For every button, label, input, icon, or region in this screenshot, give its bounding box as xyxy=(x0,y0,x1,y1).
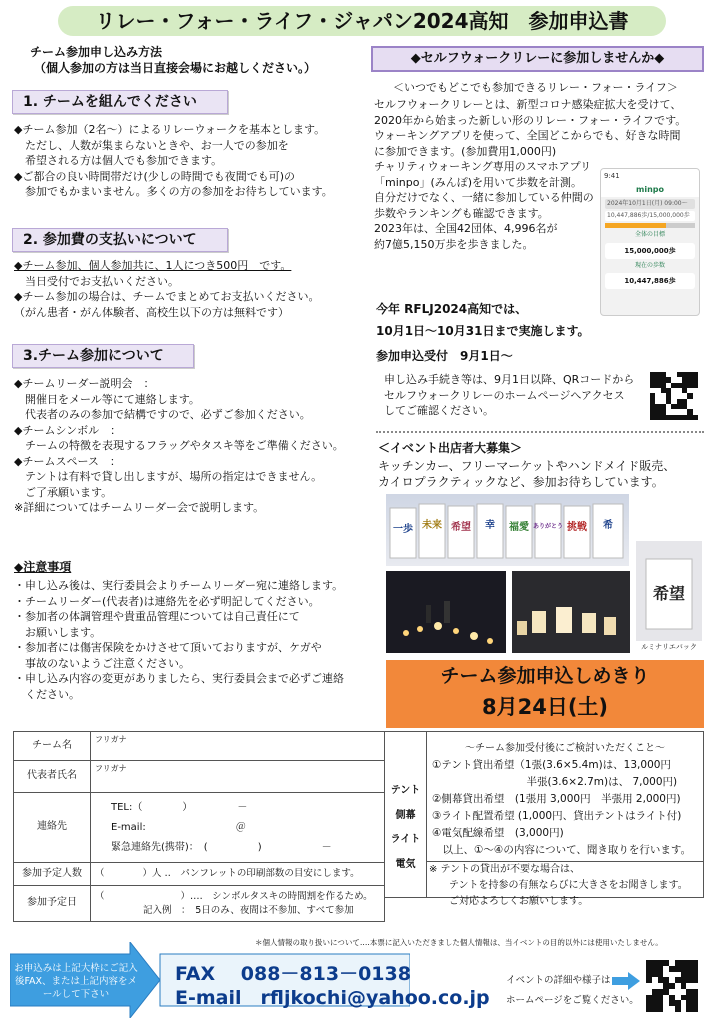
tent-col-label: 側幕 xyxy=(395,809,416,821)
event-line-2: カイロプラクティックなど、参加お待ちしています。 xyxy=(378,475,664,489)
self-walk-line: ウォーキングアプリを使って、全国どこからでも、好きな時間 xyxy=(374,129,681,142)
access-line: してご確認ください。 xyxy=(384,404,494,417)
option-line: ③ライト配置希望 (1,000円、貸出テントはライト付) xyxy=(432,810,682,822)
form-row-team-name xyxy=(14,732,385,761)
date-field[interactable] xyxy=(91,886,385,922)
notes-line: ・申し込み後は、実行委員会よりチームリーダー宛に連絡します。 xyxy=(14,579,344,592)
team-name-field[interactable] xyxy=(91,732,385,761)
tent-note xyxy=(427,861,703,910)
section-3-line: ◆チームシンボル ： xyxy=(14,423,122,437)
bag-word: 幸 xyxy=(485,520,495,531)
self-walk-line: に参加できます。(参加費用1,000円) xyxy=(374,144,557,158)
self-walk-line: 歩数やランキングも確認できます。 xyxy=(374,206,549,220)
send-instructions: お申込みは上記大枠にご記入後FAX、または上記内容をメールして下さい xyxy=(14,963,138,1000)
night-event-photo-1 xyxy=(386,571,506,653)
homepage-qr-code[interactable] xyxy=(646,960,698,1012)
notes-line: ください。 xyxy=(14,687,80,701)
luminaria-bags-drawing xyxy=(386,494,629,566)
self-walk-line: セルフウォークリレーとは、新型コロナ感染症拡大を受けて、 xyxy=(374,98,682,111)
self-walk-line: 2020年から始まった新しい形のリレー・フォー・ライフです。 xyxy=(374,113,687,127)
tent-col-label: テント xyxy=(390,785,421,796)
app-current-card: 10,447,886歩 xyxy=(605,273,695,289)
bag-word: 福愛 xyxy=(509,522,529,533)
form-row-contact xyxy=(14,793,385,863)
section-3-line: チームの特徴を表現するフラッグやタスキ等をご準備ください。 xyxy=(14,439,344,452)
section-2-heading: 2. 参加費の支払いについて xyxy=(12,228,228,252)
section-3-line: ※詳細についてはチームリーダー会で説明します。 xyxy=(14,501,265,514)
qr-module xyxy=(693,415,698,420)
form-row-date xyxy=(14,886,385,922)
lantern-row-drawing xyxy=(512,571,630,653)
rep-name-field[interactable] xyxy=(91,761,385,793)
notes-line: ・参加者には傷害保険をかけさせて頂いておりますが、ケガや xyxy=(14,641,322,654)
bag-word: 一歩 xyxy=(393,524,413,535)
tent-note-line: ※ テントの貸出が不要な場合は、 xyxy=(429,864,581,875)
section-2-line: 当日受付でお支払いください。 xyxy=(14,274,179,288)
self-walk-line: チャリティウォーキング専用のスマホアプリ xyxy=(374,160,592,173)
contact-email[interactable]: E-mail rfljkochi@yahoo.co.jp xyxy=(175,987,490,1009)
page-title: リレー・フォー・ライフ・ジャパン2024高知 参加申込書 xyxy=(58,6,666,36)
option-line: 以上、①～④の内容について、聞き取りを行います。 xyxy=(432,844,692,856)
application-form xyxy=(13,731,385,922)
furigana-label: フリガナ xyxy=(95,764,127,773)
people-label: 参加予定人数 xyxy=(14,863,91,886)
self-walk-qr-code[interactable] xyxy=(650,372,698,420)
luminaria-label: ルミナリエバック xyxy=(636,641,702,653)
section-3-line: ご了承願います。 xyxy=(14,485,113,499)
app-goal-label: 全体の目標 xyxy=(634,231,665,238)
bag-big-word: 希望 xyxy=(652,584,686,603)
period-line-1: 今年 RFLJ2024高知では、 xyxy=(376,302,528,316)
option-line: ②側幕貸出希望 (1張用 3,000円 半張用 2,000円) xyxy=(432,793,681,805)
access-info xyxy=(384,372,634,419)
tent-col-label: ライト xyxy=(390,834,421,845)
section-2-line: ◆チーム参加、個人参加共に、1人につき500円 です。 xyxy=(14,259,292,272)
app-event-date: 2024年10月1日(月) 09:00〜 xyxy=(605,199,695,209)
self-walk-heading: ◆セルフウォークリレーに参加しませんか◆ xyxy=(371,46,704,72)
intro-note: （個人参加の方は当日直接会場にお越しください。） xyxy=(34,61,317,75)
night-lanterns-drawing xyxy=(386,571,506,653)
privacy-note: ＊個人情報の取り扱いについて‥‥本票に記入いただきました個人情報は、当イベントの目的以外には使用いたしません。 xyxy=(255,938,663,947)
access-line: セルフウォークリレーのホームページへアクセス xyxy=(384,388,625,402)
notes-line: ・参加者の体調管理や貴重品管理については自己責任にて xyxy=(14,610,300,623)
app-goal-card: 15,000,000歩 xyxy=(605,243,695,259)
team-name-label: チーム名 xyxy=(14,732,91,761)
tent-options-column xyxy=(385,731,427,898)
qr-module xyxy=(692,1006,698,1012)
homepage-note-2: ホームページをご覧ください。 xyxy=(506,995,639,1006)
section-1-line: 希望される方は個人でも参加できます。 xyxy=(14,154,223,167)
furigana-label: フリガナ xyxy=(95,735,127,744)
form-row-rep xyxy=(14,761,385,793)
option-line: 半張(3.6×2.7m)は、 7,000円) xyxy=(432,776,678,788)
notes-heading: ◆注意事項 xyxy=(14,560,72,574)
section-2-body xyxy=(14,258,319,320)
bag-word: ありがとう xyxy=(532,523,564,530)
deadline-date: 8月24日(土) xyxy=(481,695,609,719)
arrow-right-icon xyxy=(612,972,642,990)
contact-label: 連絡先 xyxy=(14,793,91,863)
luminaria-bag-photo xyxy=(636,541,702,653)
bag-word: 挑戦 xyxy=(567,522,587,533)
date-field-line-1: （ ）‥‥ シンボルタスキの時間割を作るため。 xyxy=(95,890,373,902)
options-heading: ～チーム参加受付後にご検討いただくこと～ xyxy=(465,743,665,754)
date-example: 記入例 ： 5日のみ、夜間は不参加、すべて参加 xyxy=(143,904,354,916)
tent-options-box xyxy=(427,731,704,907)
notes-line: ・チームリーダー(代表者)は連絡先を必ず明記してください。 xyxy=(14,594,320,608)
self-walk-line: 自分だけでなく、一緒に参加している仲間の xyxy=(374,191,594,204)
section-1-heading: 1. チームを組んでください xyxy=(12,90,228,114)
option-line: ④電気配線希望 (3,000円) xyxy=(432,827,564,839)
bag-word: 希望 xyxy=(451,522,471,533)
event-heading: ＜イベント出店者大募集＞ xyxy=(378,441,523,455)
notes-line: お願いします。 xyxy=(14,625,102,639)
tent-note-line: テントを持参の有無ならびに大きさをお聞きします。 xyxy=(429,880,688,891)
section-3-line: 代表者のみの参加で結構ですので、必ずご参加ください。 xyxy=(14,408,311,421)
section-3-line: ◆チームスペース ： xyxy=(14,454,121,468)
section-3-line: ◆チームリーダー説明会 ： xyxy=(14,377,155,390)
section-1-body xyxy=(14,122,333,200)
bag-word: 希 xyxy=(603,520,613,531)
tent-note-line: ご対応よろしくお願いします。 xyxy=(429,896,589,907)
option-line: ①テント貸出希望（1張(3.6×5.4m)は、13,000円 xyxy=(432,759,671,771)
deadline-title: チーム参加申込しめきり xyxy=(440,665,650,687)
section-1-line: 参加でもかまいません。多くの方の参加をお待ちしています。 xyxy=(14,185,333,198)
notes-line: ・申し込み内容の変更がありましたら、実行委員会まで必ずご連絡 xyxy=(14,672,344,685)
section-3-body xyxy=(14,376,344,516)
app-total-steps: 10,447,886歩/15,000,000歩 xyxy=(605,211,695,221)
fax-number: FAX 088－813－0138 xyxy=(175,963,411,985)
minpo-app-screenshot xyxy=(600,168,700,316)
app-status-bar: 9:41 xyxy=(601,169,699,183)
section-2-line: ◆チーム参加の場合は、チームでまとめてお支払いください。 xyxy=(14,290,320,303)
section-1-line: ただし、人数が集まらないときや、お一人での参加を xyxy=(14,138,289,152)
app-progress-bar xyxy=(605,223,695,228)
minpo-logo: minpo xyxy=(601,183,699,197)
section-3-line: テントは有料で貸し出しますが、場所の指定はできません。 xyxy=(14,470,323,483)
intro-heading: チーム参加申し込み方法 xyxy=(30,45,163,59)
self-walk-line: 2023年は、全国42団体、4,996名が xyxy=(374,222,558,235)
app-progress-fill xyxy=(605,223,666,228)
deadline-banner xyxy=(386,660,704,728)
notes-line: 事故のないようご注意ください。 xyxy=(14,656,190,670)
reception-date: 参加申込受付 9月1日～ xyxy=(376,349,513,363)
homepage-note-1: イベントの詳細や様子は xyxy=(506,975,611,986)
section-1-line: ◆ご都合の良い時間帯だけ(少しの時間でも夜間でも可)の xyxy=(14,169,296,183)
contact-field[interactable] xyxy=(91,793,385,863)
luminaria-bag-drawing xyxy=(636,541,702,641)
email-field[interactable]: E-mail: ＠ xyxy=(111,821,246,833)
section-1-line: ◆チーム参加（2名～）によるリレーウォークを基本とします。 xyxy=(14,123,326,136)
self-walk-line: 「minpo」(みんぽ)を用いて歩数を計測。 xyxy=(374,175,583,189)
section-2-line: （がん患者・がん体験者、高校生以下の方は無料です） xyxy=(14,305,289,319)
bag-word: 未来 xyxy=(422,520,442,531)
night-event-photo-2 xyxy=(512,571,630,653)
options-list xyxy=(427,757,703,859)
notes-body xyxy=(14,578,344,702)
divider xyxy=(376,431,704,433)
tel-field[interactable]: TEL:（ ） － xyxy=(111,801,248,813)
section-3-line: 開催日をメール等にて連絡します。 xyxy=(14,392,200,406)
event-line-1: キッチンカー、フリーマーケットやハンドメイド販売、 xyxy=(378,459,676,473)
app-current-label: 現在の歩数 xyxy=(634,261,665,269)
luminaria-bags-photo xyxy=(386,494,629,566)
people-field[interactable]: （ ）人 ‥ パンフレットの印刷部数の目安にします。 xyxy=(91,863,385,886)
form-row-people xyxy=(14,863,385,886)
self-walk-subtitle: ＜いつでもどこでも参加できるリレー・フォー・ライフ＞ xyxy=(393,81,678,94)
emergency-field[interactable]: 緊急連絡先(携帯)： ( ) － xyxy=(111,841,332,853)
self-walk-line: 約7億5,150万歩を歩きました。 xyxy=(374,237,534,251)
rep-name-label: 代表者氏名 xyxy=(14,761,91,793)
period-line-2: 10月1日～10月31日まで実施します。 xyxy=(376,324,590,338)
access-line: 申し込み手続き等は、9月1日以降、QRコードから xyxy=(384,373,635,386)
tent-col-label: 電気 xyxy=(395,858,416,870)
section-3-heading: 3.チーム参加について xyxy=(12,344,194,368)
date-label: 参加予定日 xyxy=(14,886,91,922)
